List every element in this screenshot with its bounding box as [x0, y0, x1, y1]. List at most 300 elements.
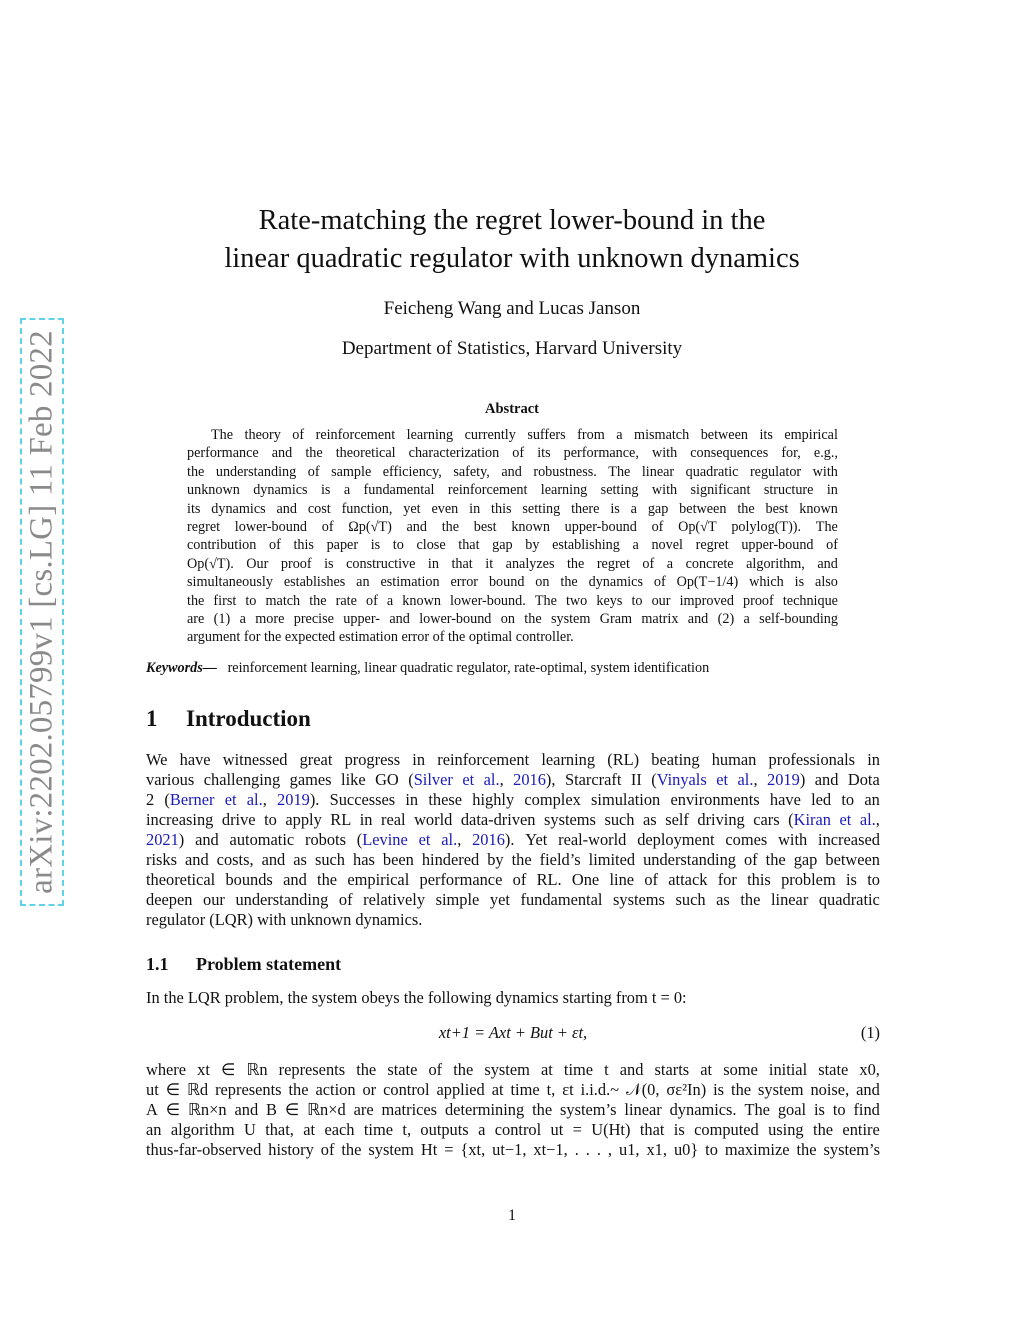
word: safety,	[453, 463, 490, 480]
word: (Levine	[356, 830, 408, 849]
word: real	[381, 810, 406, 829]
word: understanding	[643, 850, 736, 869]
word: risks	[146, 850, 177, 869]
word: In	[146, 988, 164, 1007]
word: fundamental	[520, 890, 603, 909]
word: ut−1,	[492, 1140, 527, 1159]
word: {xt,	[460, 1140, 486, 1159]
word: and	[406, 518, 427, 535]
word: currently	[464, 427, 516, 443]
word: .	[574, 1140, 579, 1159]
word: state	[387, 1060, 418, 1079]
word: learning	[541, 750, 596, 769]
word: the	[187, 463, 205, 480]
word: analyzes	[505, 555, 555, 572]
word: thus-far-observed	[146, 1140, 262, 1159]
word: i.i.d.~	[580, 1080, 620, 1099]
word: of	[653, 574, 666, 591]
word: this	[293, 537, 314, 554]
word: complex	[524, 790, 581, 809]
word: to	[392, 537, 404, 554]
word: xt	[197, 1060, 210, 1079]
word: The	[211, 427, 234, 443]
word: the	[524, 610, 542, 627]
word: such	[314, 850, 345, 869]
word: x0,	[859, 1060, 880, 1079]
word: the	[447, 629, 469, 646]
word: =	[572, 1120, 582, 1139]
word: are	[353, 1100, 374, 1119]
keywords	[146, 660, 886, 677]
word: each	[324, 1120, 355, 1139]
word: at	[491, 1080, 504, 1099]
word: One	[571, 870, 600, 889]
word: U(Ht)	[591, 1120, 631, 1139]
word: determining	[444, 1100, 525, 1119]
word: to	[631, 592, 643, 609]
word: and	[195, 830, 219, 849]
word: increasing	[146, 810, 214, 829]
word: of	[366, 592, 378, 609]
word: xt−1,	[533, 1140, 568, 1159]
word: time	[563, 1060, 594, 1079]
word: challenging	[203, 770, 281, 789]
word: polylog(T)).	[731, 518, 802, 535]
text-line	[146, 1080, 880, 1100]
word: a	[666, 555, 674, 572]
word: an	[864, 790, 880, 809]
word: some	[723, 1060, 758, 1079]
word: regulator	[146, 910, 210, 929]
word: costs,	[216, 850, 254, 869]
word: a	[343, 482, 351, 499]
word: is	[370, 537, 381, 554]
word: the	[511, 850, 532, 869]
word: our	[651, 592, 671, 609]
word: the	[403, 988, 428, 1007]
text-line	[146, 770, 880, 790]
word: for	[717, 870, 737, 889]
word: setting	[600, 482, 639, 499]
word: state	[818, 1060, 849, 1079]
abstract-line	[187, 500, 838, 518]
word: of	[338, 890, 353, 909]
word: is	[324, 555, 334, 572]
word: that	[451, 555, 473, 572]
word: the	[288, 1080, 309, 1099]
text-line	[146, 1140, 880, 1160]
authors: Feicheng Wang and Lucas Janson	[383, 298, 641, 319]
word: systems	[613, 890, 665, 909]
word: dynamics.	[355, 910, 423, 929]
word: 2019)	[767, 770, 806, 789]
word: and	[234, 1100, 259, 1119]
word: self	[665, 810, 689, 829]
keywords-list: reinforcement learning, linear quadratic regulator, rate-optimal, system identification	[227, 660, 710, 676]
word: understanding	[235, 890, 329, 909]
word: system	[758, 1080, 804, 1099]
word: Yet	[525, 830, 548, 849]
text-line	[146, 830, 880, 850]
word: line	[609, 870, 635, 889]
word: our	[203, 890, 225, 909]
word: gap	[647, 500, 669, 517]
word: of	[642, 555, 655, 572]
word: (LQR)	[209, 910, 258, 929]
word: highly	[472, 790, 515, 809]
equation-number: (1)	[860, 1023, 880, 1042]
text-line	[146, 750, 880, 770]
word: real-world	[558, 830, 627, 849]
word: a	[239, 610, 246, 627]
word: al.,	[246, 790, 267, 809]
word: known	[402, 592, 441, 609]
word: t	[651, 988, 661, 1007]
word: the	[560, 574, 578, 591]
word: al.,	[441, 830, 462, 849]
word: 0:	[673, 988, 687, 1007]
word: keys	[596, 592, 623, 609]
word: GO	[375, 770, 399, 789]
word: in	[405, 790, 419, 809]
word: the	[731, 1080, 752, 1099]
text-line	[146, 1120, 880, 1140]
word: in	[469, 500, 481, 517]
abstract-line	[187, 444, 838, 462]
word: of	[743, 850, 758, 869]
word: noise,	[810, 1080, 850, 1099]
word: simple	[435, 890, 480, 909]
word: x1,	[646, 1140, 667, 1159]
word: matrix	[641, 610, 679, 627]
word: in	[412, 750, 426, 769]
word: human	[711, 750, 757, 769]
word: reinforcement	[315, 427, 396, 443]
lqr-intro-sentence	[146, 988, 880, 1008]
word: its	[759, 427, 773, 443]
word: match	[265, 592, 301, 609]
word: al.,	[483, 770, 504, 789]
word: like	[341, 770, 366, 789]
word: et	[462, 770, 475, 789]
word: Op(√T).	[187, 555, 234, 572]
word: problem	[781, 870, 836, 889]
word: system	[550, 610, 591, 627]
word: the	[309, 592, 327, 609]
word: and	[856, 1080, 880, 1099]
word: beating	[651, 750, 700, 769]
word: that	[458, 537, 480, 554]
word: of	[512, 870, 527, 889]
word: concrete	[685, 555, 734, 572]
word: as	[643, 810, 657, 829]
word: field’s	[539, 850, 581, 869]
word: ∈	[165, 1100, 181, 1119]
word: system’s	[823, 1140, 880, 1159]
word: system	[368, 1140, 414, 1159]
word: outputs	[420, 1120, 469, 1139]
word: precise	[293, 610, 334, 627]
word: structure	[763, 482, 814, 499]
word: following	[427, 988, 496, 1007]
word: known	[511, 518, 550, 535]
word: characterization	[408, 445, 500, 462]
word: and	[283, 870, 307, 889]
word: between	[700, 427, 748, 443]
word: relatively	[363, 890, 426, 909]
lqr-paragraph	[146, 1060, 880, 1160]
word: of	[651, 518, 664, 535]
word: and	[501, 463, 522, 480]
word: the	[740, 890, 761, 909]
word: a	[630, 500, 637, 517]
word: learning	[406, 427, 454, 443]
word: =	[660, 988, 674, 1007]
word: in	[359, 810, 373, 829]
word: Starcraft	[564, 770, 622, 789]
word: and	[276, 500, 297, 517]
word: et	[716, 770, 729, 789]
word: (RL)	[607, 750, 640, 769]
word: to	[264, 810, 277, 829]
word: the	[532, 1100, 553, 1119]
word: comes	[725, 830, 768, 849]
word: simultaneously	[187, 574, 273, 591]
word: robots	[305, 830, 346, 849]
word: action	[315, 1080, 356, 1099]
word: understanding	[215, 463, 297, 480]
word: regret	[596, 555, 630, 572]
word: (2)	[717, 610, 735, 627]
abstract-line	[187, 536, 838, 554]
word: its	[537, 445, 551, 462]
word: novel	[651, 537, 683, 554]
word: starts	[654, 1060, 690, 1079]
word: U	[243, 1120, 256, 1139]
word: of	[292, 427, 305, 443]
word: the	[765, 850, 786, 869]
word: error	[450, 574, 479, 591]
word: establishes	[283, 574, 346, 591]
word: t	[604, 1060, 609, 1079]
word: contribution	[187, 537, 257, 554]
word: regulator	[749, 463, 802, 480]
word: linear	[770, 890, 809, 909]
word: by	[487, 850, 504, 869]
abstract-line	[187, 518, 838, 536]
word: to	[841, 790, 855, 809]
word: between	[679, 500, 727, 517]
word: lower-bound.	[450, 592, 526, 609]
word: (Silver	[408, 770, 453, 789]
word: a	[743, 610, 750, 627]
word: system	[311, 988, 362, 1007]
text-line	[146, 988, 880, 1008]
word: best	[473, 518, 497, 535]
word: history	[268, 1140, 314, 1159]
abstract-heading: Abstract	[485, 401, 539, 417]
word: mismatch	[634, 427, 690, 443]
word: even	[431, 500, 459, 517]
word: driving	[697, 810, 745, 829]
word: =	[444, 1140, 454, 1159]
word: theory	[244, 427, 281, 443]
word: the	[263, 629, 285, 646]
word: it	[485, 555, 494, 572]
word: estimation	[338, 629, 402, 646]
word: initial	[768, 1060, 808, 1079]
word: expected	[284, 629, 339, 646]
word: argument	[187, 629, 244, 646]
word: as	[716, 890, 730, 909]
word: that	[639, 1120, 665, 1139]
word: attack	[668, 870, 708, 889]
word: ℝn	[246, 1060, 268, 1079]
word: efficiency,	[382, 463, 442, 480]
abstract-line	[187, 573, 838, 591]
word: et	[839, 810, 852, 829]
abstract-line	[187, 592, 838, 610]
word: is	[713, 1080, 725, 1099]
word: significant	[690, 482, 751, 499]
word: to	[705, 1140, 718, 1159]
word: ,	[607, 1140, 613, 1159]
word: at	[303, 1120, 316, 1139]
word: with	[812, 463, 838, 480]
word: between	[825, 850, 880, 869]
word: RL	[330, 810, 352, 829]
word: applied	[436, 1080, 485, 1099]
word: regret	[695, 537, 729, 554]
word: II	[630, 770, 642, 789]
introduction-paragraph	[146, 750, 880, 930]
word: two	[565, 592, 588, 609]
word: from	[615, 988, 652, 1007]
abstract-line	[187, 610, 838, 628]
word: various	[146, 770, 195, 789]
word: in	[867, 750, 880, 769]
word: optimal	[468, 629, 516, 646]
word: (Vinyals	[651, 770, 707, 789]
word: robustness.	[533, 463, 597, 480]
word: linear	[641, 463, 675, 480]
subsection-heading-problem-statement	[146, 954, 341, 975]
word: and	[184, 850, 209, 869]
word: in	[427, 555, 439, 572]
word: u0}	[673, 1140, 699, 1159]
word: Ωp(√T)	[348, 518, 392, 535]
word: system	[484, 1060, 530, 1079]
word: of	[432, 629, 448, 646]
word: the	[453, 1060, 474, 1079]
abstract-line	[187, 628, 838, 646]
text-line	[146, 810, 880, 830]
word: 2019).	[277, 790, 320, 809]
word: of	[307, 463, 320, 480]
word: algorithm,	[746, 555, 805, 572]
word: world	[414, 810, 453, 829]
word: games	[289, 770, 332, 789]
word: is	[610, 500, 620, 517]
word: represents	[215, 1080, 282, 1099]
word: system’s	[560, 1100, 617, 1119]
word: A	[146, 1100, 158, 1119]
word: linear	[624, 1100, 662, 1119]
word: for,	[781, 445, 801, 462]
word: and	[817, 555, 838, 572]
word: in	[826, 482, 838, 499]
title-line-2: linear quadratic regulator with unknown dynamics	[224, 243, 800, 274]
word: and	[271, 445, 293, 462]
word: constructive	[346, 555, 416, 572]
word: yet	[489, 890, 510, 909]
word: the	[737, 500, 755, 517]
word: environments	[670, 790, 760, 809]
word: ut	[550, 1120, 564, 1139]
word: led	[811, 790, 832, 809]
word: unknown	[187, 482, 240, 499]
word: known	[799, 500, 838, 517]
word: the	[796, 1140, 817, 1159]
word: t,	[402, 1120, 412, 1139]
word: cars	[753, 810, 780, 829]
word: is	[673, 1120, 685, 1139]
word: yet	[403, 500, 421, 517]
word: controller.	[515, 629, 574, 646]
word: B	[266, 1100, 277, 1119]
word: an	[146, 1120, 162, 1139]
affiliation: Department of Statistics, Harvard University	[341, 338, 683, 359]
word: apply	[285, 810, 322, 829]
word: such	[604, 810, 635, 829]
text-line	[146, 1100, 880, 1120]
section-heading-introduction	[146, 706, 311, 732]
word: dynamics	[495, 988, 563, 1007]
arxiv-identifier: arXiv:2202.05799v1 [cs.LG] 11 Feb 2022	[23, 330, 60, 894]
word: with	[651, 445, 678, 462]
text-line	[146, 870, 880, 890]
word: hindered	[421, 850, 480, 869]
word: improved	[679, 592, 734, 609]
word: at	[540, 1060, 553, 1079]
text-line	[146, 850, 880, 870]
abstract-line	[187, 426, 838, 444]
word: where	[146, 1060, 187, 1079]
word: (1)	[213, 610, 231, 627]
subsection-number: 1.1	[146, 954, 169, 974]
word: time	[510, 1080, 540, 1099]
word: RL.	[536, 870, 562, 889]
word: The	[534, 592, 557, 609]
word: proof	[743, 592, 774, 609]
word: ℝn×n	[187, 1100, 227, 1119]
word: .	[596, 1140, 601, 1159]
word: performance	[419, 870, 503, 889]
word: quadratic	[685, 463, 739, 480]
word: is	[794, 574, 805, 591]
word: maximize	[724, 1140, 790, 1159]
word: to	[867, 870, 880, 889]
word: dynamics	[253, 482, 308, 499]
word: Dota	[847, 770, 880, 789]
text-line	[146, 1060, 880, 1080]
word: with	[257, 910, 291, 929]
word: progress	[344, 750, 401, 769]
word: u1,	[619, 1140, 640, 1159]
word: LQR	[187, 988, 225, 1007]
word: estimation	[380, 574, 440, 591]
word: error	[401, 629, 433, 646]
